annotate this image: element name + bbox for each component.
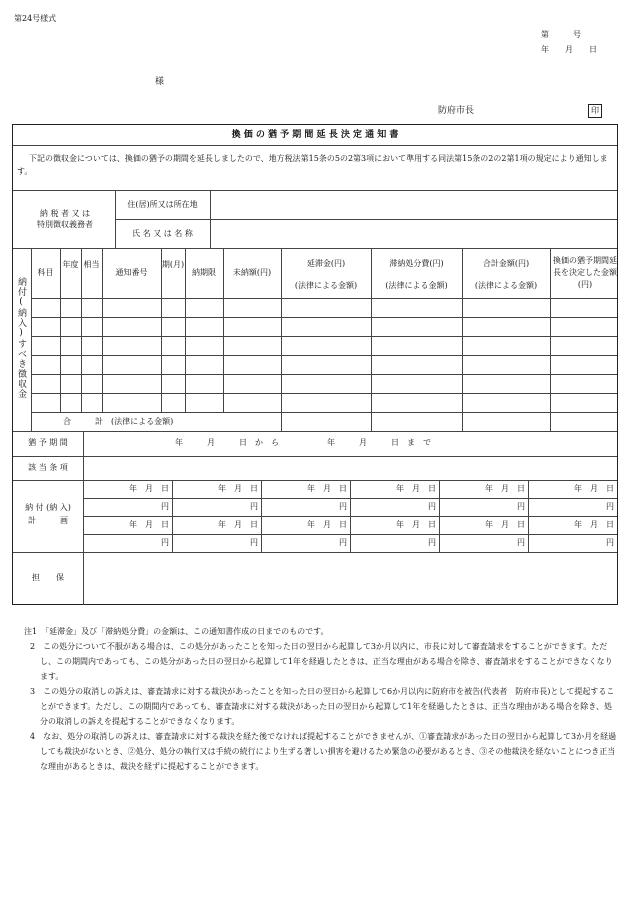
plan-yen: 円 [517,538,525,547]
table-row [31,355,617,356]
header-late-fee-sub: (法律による金額) [294,281,358,290]
divider [13,431,617,432]
divider [13,456,617,457]
form-title: 換 価 の 猶 予 期 間 延 長 決 定 通 知 書 [231,130,399,140]
plan-date: 年 月 日 [574,520,614,529]
number-line: 第 号 [541,30,581,39]
header-equivalent: 相当 [83,260,100,269]
divider [172,480,173,552]
plan-yen: 円 [428,502,436,511]
taxpayer-label-1: 納 税 者 又 は [39,209,91,218]
divider [161,248,162,412]
divider [83,431,84,605]
addressee-suffix: 様 [155,77,165,87]
note-1: 注1 「延滞金」及び「滞納処分費」の金額は、この通知書作成の日までのものです。 [24,627,329,636]
table-row [31,336,617,337]
plan-yen: 円 [606,502,614,511]
note-3: 3 この処分の取消しの訴えは、審査請求に対する裁決があったことを知った日の翌日から起算して6か月以内に防府市を被告(代表者 防府市長)として提起することができます。ただし、この期間内であっても、審査請求に対する裁決があった日の翌日から起算して1年を経過したときは、正当な理由がある場合を除き、処分の取消しの訴えを提起することができなくなります。 [30,687,615,726]
table-row [31,374,617,375]
header-late-fee: 延滞金(円) [306,259,346,268]
notice-form [12,124,618,605]
seal-box: 印 [588,104,602,118]
divider [13,248,617,249]
table-row [31,298,617,299]
header-notice-no: 通知番号 [115,268,148,277]
plan-date: 年 月 日 [485,520,525,529]
sender: 防府市長 [438,106,475,116]
name-label: 氏 名 又 は 名 称 [132,229,193,238]
plan-date: 年 月 日 [307,520,347,529]
grace-label: 猶 予 期 間 [28,438,68,447]
header-delinquency: 滞納処分費(円) [389,259,444,268]
plan-label-1: 納 付 (納 入) [25,503,71,512]
taxpayer-label-2: 特別徴収義務者 [37,220,93,229]
divider [350,480,351,552]
header-unpaid: 未納額(円) [232,268,272,277]
grace-value: 年 月 日 か ら 年 月 日 ま で [175,438,431,447]
note-4: 4 なお、処分の取消しの訴えは、審査請求に対する裁決を経た後でなければ提起することができませんが、①審査請求があった日の翌日から起算して3か月を経過しても裁決がないとき、②処分、処分の執行又は手続の続行により生ずる著しい損害を避けるため緊急の必要があるとき、③その他裁決を経ないことにつき正当な理由があるときは、裁決を経ずに提起することができます。 [30,732,617,771]
table-row [31,393,617,394]
header-total-sub: (法律による金額) [474,281,538,290]
table-row [31,412,617,413]
plan-date: 年 月 日 [485,484,525,493]
plan-yen: 円 [161,538,169,547]
plan-date: 年 月 日 [396,520,436,529]
divider [550,248,551,431]
plan-date: 年 月 日 [307,484,347,493]
plan-date: 年 月 日 [218,484,258,493]
divider [281,248,282,431]
divider [81,248,82,412]
notes [24,624,618,774]
plan-yen: 円 [339,538,347,547]
intro-text: 下記の徴収金については、換価の猶予の期間を延長しましたので、地方税法第15条の5の2第3項において準用する同法第15条の2の2第1項の規定により通知します。 [17,154,608,176]
plan-yen: 円 [250,538,258,547]
divider [13,480,617,481]
header-period: 期(月) [161,260,185,269]
plan-yen: 円 [161,502,169,511]
header-extended-amount: 換価の猶予期間延長を決定した金額(円) [553,256,617,289]
divider [115,219,617,220]
plan-date: 年 月 日 [129,484,169,493]
form-id: 第24号様式 [14,14,57,23]
table-side-label: 納付(納入)すべき徴収金 [16,277,26,399]
sum-label: 合 計 (法律による金額) [63,417,174,426]
plan-date: 年 月 日 [129,520,169,529]
plan-date: 年 月 日 [218,520,258,529]
divider [13,552,617,553]
header-item: 科目 [37,268,54,277]
plan-yen: 円 [250,502,258,511]
divider [13,190,617,191]
divider [528,480,529,552]
note-2: 2 この処分について不服がある場合は、この処分があったことを知った日の翌日から起算して3か月以内に、市長に対して審査請求をすることができます。ただし、この期間内であっても、この処分があった日の翌日から起算して1年を経過したときは、正当な理由がある場合を除き、審査請求をすることができなくなります。 [30,642,613,681]
plan-yen: 円 [428,538,436,547]
table-row [31,317,617,318]
date-line: 年 月 日 [541,45,597,54]
divider [13,145,617,146]
header-delinquency-sub: (法律による金額) [385,281,448,290]
plan-yen: 円 [606,538,614,547]
divider [462,248,463,431]
plan-date: 年 月 日 [574,484,614,493]
header-year: 年度 [62,260,79,269]
address-label: 住(居)所又は所在地 [127,200,198,209]
plan-label-2: 計 画 [28,516,68,525]
divider [439,480,440,552]
divider [261,480,262,552]
article-label: 該 当 条 項 [28,463,68,472]
header-due: 納期限 [192,268,216,277]
divider [371,248,372,431]
plan-date: 年 月 日 [396,484,436,493]
divider [60,248,61,412]
plan-yen: 円 [517,502,525,511]
collateral-label: 担 保 [32,573,64,582]
plan-yen: 円 [339,502,347,511]
header-total: 合計金額(円) [482,259,530,268]
